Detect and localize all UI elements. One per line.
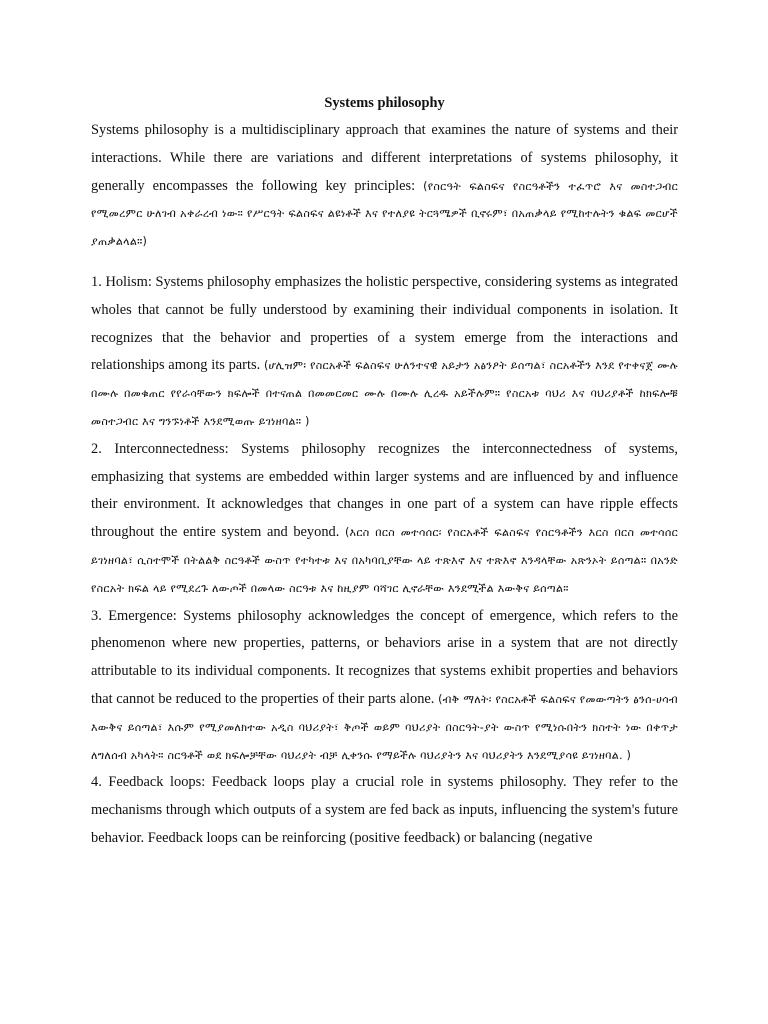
paragraph-amharic-text: (ሆሊዝም፡ የስርአቶች ፍልስፍና ሁለንተናዊ አይታን አፅንዖት ይሰጣል፣ ስርአቶችን እንደ የተቀናጀ ሙሉ በሙሉ በመቁጠር የየራሳቸውን ክፍሎች በተናጠል በመመርመር ሙሉ በሙሉ ሊረዱ አይችሉም። የስርአቱ ባህሪ እና ባህሪያቶች ከክፍሎቹ መስተጋብር እና ግንኙነቶች እንደሚወጡ ይገነዘባል። ) [91,359,678,428]
feedback-loops-paragraph [91,769,678,852]
interconnectedness-paragraph [91,436,678,603]
document-title: Systems philosophy [324,95,445,111]
paragraph-english-text: Systems philosophy is a multidisciplinary approach that examines the nature of systems and their interactions. While there are variations and different interpretations of systems philosophy, it generally encompasses the following key principles: [91,122,678,194]
paragraph-english-text: 1. Holism: Systems philosophy emphasizes the holistic perspective, considering systems as integrated wholes that cannot be fully understood by examining their individual components in isolation. It recognizes that the behavior and properties of a system emerge from the interactions and relationships among its parts. [91,273,678,374]
paragraph-amharic-text: (ብቅ ማለት፡ የስርአቶች ፍልስፍና የመውጣትን ፅንሰ-ሀሳብ እውቅና ይሰጣል፣ እሱም የሚያመለክተው አዲስ ባህሪያት፣ ቅጦች ወይም ባህሪያት በስርዓት-ያት ውስጥ የሚነሱበትን ክስተት ነው በቀጥታ ለግለሰብ አካላት። ስርዓቶች ወደ ክፍሎቻቸው ባህሪያት ብቻ ሊቀንሱ የማይችሉ ባህሪያትን እና ባህሪያትን እንደሚያሳዩ ይገነዘባል. ) [91,692,678,762]
intro-paragraph [91,117,678,256]
paragraph-amharic-text: (እርስ በርስ መተሳሰር፡ የስርአቶች ፍልስፍና የስርዓቶችን እርስ በርስ መተሳሰር ይገነዘባል፣ ሲስተሞች በትልልቅ ስርዓቶች ውስጥ የተካተቱ እና በአካባቢያቸው ላይ ተጽእኖ እና ተጽእኖ እንዳላቸው አጽንኦት ይሰጣል። በአንድ የስርአት ክፍል ላይ የሚደረጉ ለውጦች በመላው ስርዓቱ እና ከዚያም ባሻገር ሊኖራቸው እንደሚችል እውቅና ይሰጣል። [91,526,678,595]
emergence-paragraph [91,603,678,770]
document-page [91,92,678,853]
paragraph-english-text: 4. Feedback loops: Feedback loops play a crucial role in systems philosophy. They refer to the mechanisms through which outputs of a system are fed back as inputs, influencing the system's future behavior. Feedback loops can be reinforcing (positive feedback) or balancing (negative [91,774,678,846]
paragraph-english-text: 2. Interconnectedness: Systems philosophy recognizes the interconnectedness of systems, emphasizing that systems are embedded within larger systems and are influenced by and influence their environment. It acknowledges that changes in one part of a system can have ripple effects throughout the entire system and beyond. [91,440,678,541]
paragraph-english-text: 3. Emergence: Systems philosophy acknowledges the concept of emergence, which refers to the phenomenon where new properties, patterns, or behaviors arise in a system that are not directly attributable to its individual components. It recognizes that systems exhibit properties and behaviors that cannot be reduced to the properties of their parts alone. [91,607,678,707]
holism-paragraph [91,269,678,436]
paragraph-amharic-text: (የስርዓት ፍልስፍና የስርዓቶችን ተፈጥሮ እና መስተጋብር የሚመረምር ሁለገብ አቀራረብ ነው። የሥርዓት ፍልስፍና ልዩነቶች እና የተለያዩ ትርጓሜዎች ቢኖሩም፣ በአጠቃላይ የሚከተሉትን ቁልፍ መርሆች ያጠቃልላል።) [91,179,678,249]
